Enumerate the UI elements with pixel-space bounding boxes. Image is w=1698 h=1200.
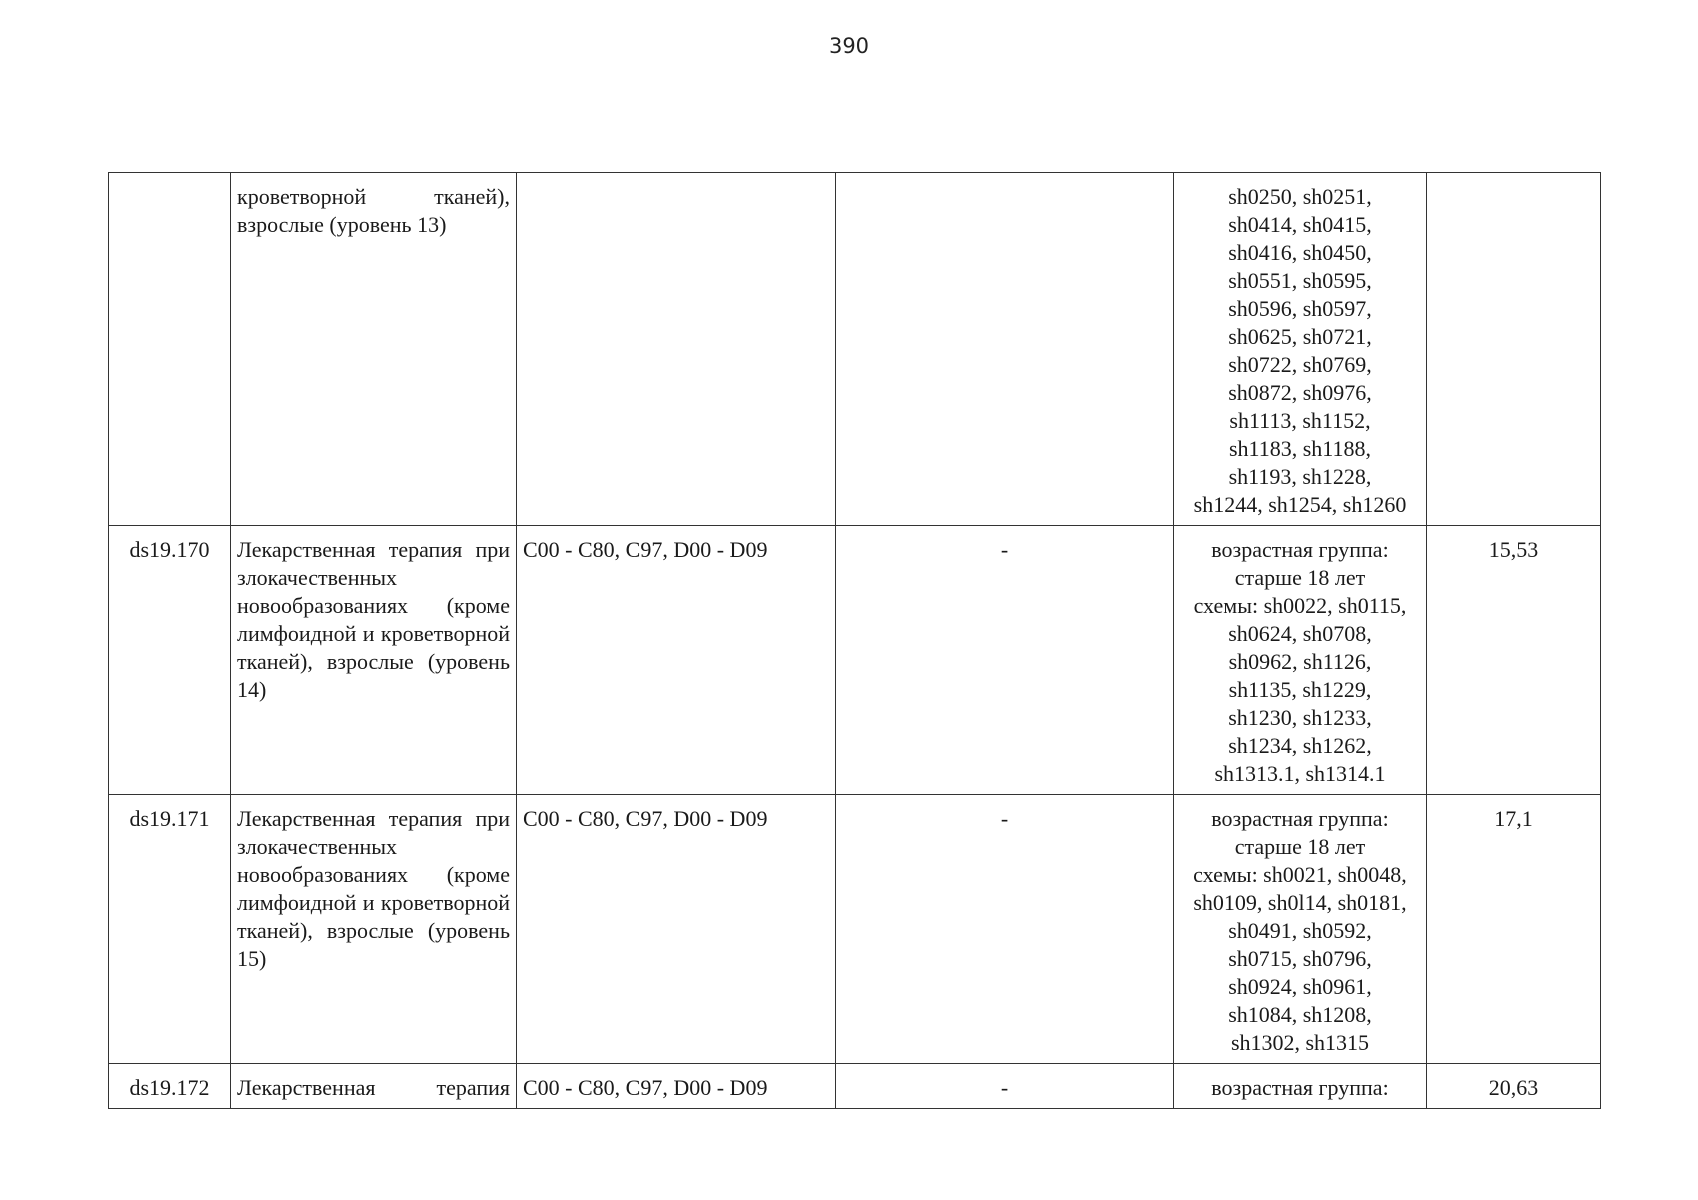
procedure-codes-cell xyxy=(836,173,1174,526)
criteria-line: старше 18 лет xyxy=(1234,565,1366,590)
kgs-name-cell: Лекарственная терапия при злокачественных новообразованиях (кроме лимфоидной и кроветворной тканей), взрослые (уровень 15) xyxy=(231,795,517,1064)
page-number: 390 xyxy=(828,34,870,58)
kgs-code-cell: ds19.172 xyxy=(109,1064,231,1109)
criteria-line: sh1244, sh1254, sh1260 xyxy=(1193,492,1407,517)
criteria-line: sh1302, sh1315 xyxy=(1230,1030,1370,1055)
other-criteria-cell xyxy=(1174,526,1427,795)
kgs-table xyxy=(108,172,1601,1109)
kgs-name-cell xyxy=(231,1064,517,1109)
criteria-line: sh1135, sh1229, xyxy=(1228,677,1372,702)
criteria-line: sh0109, sh0l14, sh0181, xyxy=(1193,890,1407,915)
name-line: взрослые (уровень 13) xyxy=(237,212,447,237)
criteria-line: возрастная группа: xyxy=(1211,806,1389,831)
icd-codes-cell: C00 - C80, C97, D00 - D09 xyxy=(517,795,836,1064)
other-criteria-cell xyxy=(1174,173,1427,526)
table-row xyxy=(109,173,1601,526)
coefficient-cell: 20,63 xyxy=(1427,1064,1601,1109)
icd-codes-cell xyxy=(517,173,836,526)
procedure-codes-cell: - xyxy=(836,1064,1174,1109)
kgs-code-cell: ds19.170 xyxy=(109,526,231,795)
criteria-line: старше 18 лет xyxy=(1234,834,1366,859)
table-row xyxy=(109,526,1601,795)
criteria-line: sh0416, sh0450, xyxy=(1228,240,1372,265)
criteria-line: возрастная группа: xyxy=(1211,1075,1389,1100)
procedure-codes-cell: - xyxy=(836,795,1174,1064)
coefficient-cell xyxy=(1427,173,1601,526)
criteria-line: схемы: sh0021, sh0048, xyxy=(1193,862,1407,887)
criteria-line: sh0624, sh0708, xyxy=(1228,621,1372,646)
criteria-line: sh0596, sh0597, xyxy=(1228,296,1372,321)
name-line: кроветворной тканей), xyxy=(237,184,510,209)
kgs-code-cell xyxy=(109,173,231,526)
kgs-name-cell: Лекарственная терапия при злокачественных новообразованиях (кроме лимфоидной и кроветворной тканей), взрослые (уровень 14) xyxy=(231,526,517,795)
table-row xyxy=(109,1064,1601,1109)
criteria-line: sh0872, sh0976, xyxy=(1228,380,1372,405)
criteria-line: схемы: sh0022, sh0115, xyxy=(1193,593,1407,618)
procedure-codes-cell: - xyxy=(836,526,1174,795)
criteria-line: sh0551, sh0595, xyxy=(1228,268,1372,293)
criteria-line: sh0924, sh0961, xyxy=(1228,974,1372,999)
other-criteria-cell xyxy=(1174,1064,1427,1109)
kgs-code-cell: ds19.171 xyxy=(109,795,231,1064)
criteria-line: sh1084, sh1208, xyxy=(1228,1002,1372,1027)
coefficient-cell: 17,1 xyxy=(1427,795,1601,1064)
criteria-line: sh1183, sh1188, xyxy=(1229,436,1371,461)
coefficient-cell: 15,53 xyxy=(1427,526,1601,795)
criteria-line: sh0491, sh0592, xyxy=(1228,918,1372,943)
criteria-line: sh0625, sh0721, xyxy=(1228,324,1372,349)
criteria-line: sh1313.1, sh1314.1 xyxy=(1214,761,1386,786)
criteria-line: sh1113, sh1152, xyxy=(1229,408,1371,433)
criteria-line: sh0414, sh0415, xyxy=(1228,212,1372,237)
criteria-line: возрастная группа: xyxy=(1211,537,1389,562)
kgs-name-cell xyxy=(231,173,517,526)
criteria-line: sh0715, sh0796, xyxy=(1228,946,1372,971)
table-row xyxy=(109,795,1601,1064)
icd-codes-cell: C00 - C80, C97, D00 - D09 xyxy=(517,1064,836,1109)
criteria-line: sh1234, sh1262, xyxy=(1228,733,1372,758)
criteria-line: sh1230, sh1233, xyxy=(1228,705,1372,730)
criteria-line: sh0722, sh0769, xyxy=(1228,352,1372,377)
criteria-line: sh1193, sh1228, xyxy=(1228,464,1372,489)
criteria-line: sh0962, sh1126, xyxy=(1228,649,1372,674)
name-line: Лекарственная терапия xyxy=(237,1075,510,1100)
icd-codes-cell: C00 - C80, C97, D00 - D09 xyxy=(517,526,836,795)
other-criteria-cell xyxy=(1174,795,1427,1064)
criteria-line: sh0250, sh0251, xyxy=(1228,184,1372,209)
